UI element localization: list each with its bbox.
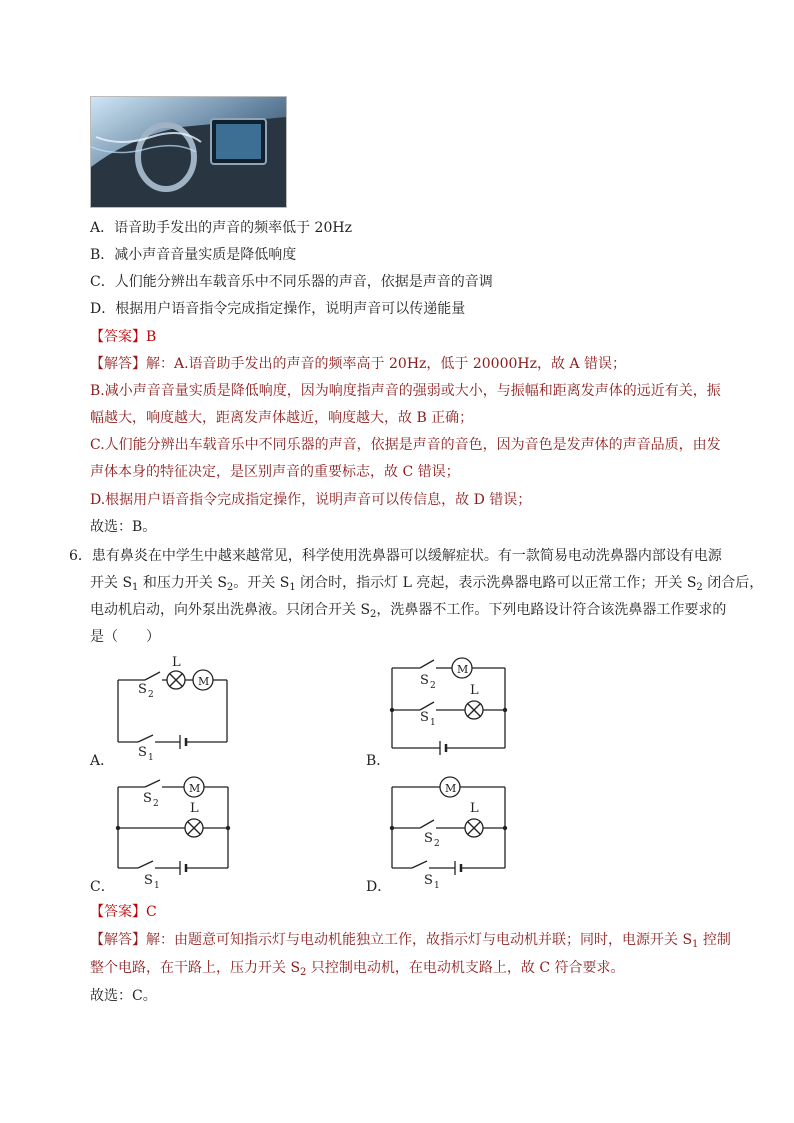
label-l: L: [190, 801, 199, 816]
q6-answer: [90, 902, 157, 922]
label-s: S: [420, 710, 429, 725]
option-d: D．根据用户语音指令完成指定操作，说明声音可以传递能量: [90, 301, 466, 317]
label-m: M: [189, 782, 201, 795]
subscript: 1: [692, 939, 699, 950]
q6-stem-line-4: 是（ ）: [90, 629, 160, 645]
circuit-b: [392, 658, 505, 755]
circuit-option-d: D．: [366, 879, 392, 895]
subscript: 1: [132, 582, 139, 593]
subscript: 1: [289, 582, 296, 593]
q5-analysis-line-5: 声体本身的特征决定，是区别声音的重要标志，故 C 错误；: [90, 464, 460, 480]
label-sub: 2: [434, 839, 440, 849]
label-s: S: [144, 873, 153, 888]
label-m: M: [445, 782, 457, 795]
q6-analysis-line-1: [90, 930, 731, 955]
label-sub: 1: [154, 881, 160, 891]
q5-analysis-line-2: B.减小声音音量实质是降低响度，因为响度指声音的强弱或大小，与振幅和距离发声体的远近有关，振: [90, 383, 721, 399]
answer-value: C: [146, 904, 157, 920]
stem-text: 闭合后，: [702, 575, 764, 591]
stem-text: 。开关 S: [233, 575, 290, 591]
q6-conclusion: 故选：C。: [90, 988, 157, 1004]
subscript: 2: [226, 582, 234, 593]
label-l: L: [470, 801, 479, 816]
circuit-option-c: C．: [90, 879, 115, 895]
q5-analysis-line-6: D.根据用户语音指令完成指定操作，说明声音可以传信息，故 D 错误；: [90, 492, 532, 508]
q6-analysis-line-2: [90, 958, 624, 983]
label-m: M: [198, 675, 210, 688]
subscript: 2: [370, 609, 377, 620]
label-sub: 1: [148, 753, 154, 763]
q5-analysis-line-3: 幅越大，响度越大，距离发声体越近，响度越大，故 B 正确；: [90, 410, 474, 426]
option-a: A．语音助手发出的声音的频率低于 20Hz: [90, 220, 352, 236]
q5-conclusion: 故选：B。: [90, 519, 157, 535]
label-s: S: [424, 873, 433, 888]
circuit-option-b: B．: [366, 753, 391, 769]
q5-analysis-line-4: C.人们能分辨出车载音乐中不同乐器的声音，依据是声音的音色，因为音色是发声体的声音品质，由发: [90, 437, 721, 453]
stem-text: 闭合时，指示灯 L 亮起，表示洗鼻器电路可以正常工作；开关 S: [295, 575, 697, 591]
circuit-c: [118, 777, 228, 875]
label-sub: 2: [430, 681, 436, 691]
circuit-a: [118, 670, 227, 749]
option-b: B．减小声音音量实质是降低响度: [90, 247, 297, 263]
label-l: L: [172, 655, 181, 670]
label-l: L: [470, 683, 479, 698]
analysis-text: 解：A.语音助手发出的声音的频率高于 20Hz，低于 20000Hz，故 A 错误；: [146, 356, 626, 372]
stem-text: ，洗鼻器不工作。下列电路设计符合该洗鼻器工作要求的: [376, 602, 727, 618]
stem-text: 电动机启动，向外泵出洗鼻液。只闭合开关 S: [90, 602, 371, 618]
circuit-option-a: A．: [90, 753, 115, 769]
label-sub: 1: [430, 718, 436, 728]
answer-tag: 【答案】: [90, 329, 146, 345]
label-s: S: [424, 831, 433, 846]
analysis-text: 只控制电动机，在电动机支路上，故 C 符合要求。: [306, 960, 625, 976]
label-s: S: [138, 682, 147, 697]
subscript: 2: [300, 967, 307, 978]
label-sub: 1: [434, 881, 440, 891]
answer-value: B: [146, 329, 157, 345]
label-s: S: [138, 745, 147, 760]
label-s: S: [420, 673, 429, 688]
label-sub: 2: [148, 690, 154, 700]
analysis-text: 控制: [698, 932, 731, 948]
label-sub: 2: [153, 799, 159, 809]
subscript: 2: [696, 582, 703, 593]
stem-text: 开关 S: [90, 575, 133, 591]
analysis-tag: 【解答】: [90, 932, 146, 948]
question-number: 6．: [69, 548, 92, 564]
stem-text: 和压力开关 S: [138, 575, 227, 591]
answer-tag: 【答案】: [90, 904, 146, 920]
option-c: C．人们能分辨出车载音乐中不同乐器的声音，依据是声音的音调: [90, 274, 493, 290]
analysis-tag: 【解答】: [90, 356, 146, 372]
analysis-text: 整个电路，在干路上，压力开关 S: [90, 960, 301, 976]
label-m: M: [457, 663, 469, 676]
analysis-text: 解：由题意可知指示灯与电动机能独立工作，故指示灯与电动机并联；同时，电源开关 S: [146, 932, 693, 948]
stem-text: 患有鼻炎在中学生中越来越常见，科学使用洗鼻器可以缓解症状。有一款简易电动洗鼻器内部设有电源: [91, 548, 722, 564]
label-s: S: [143, 791, 152, 806]
